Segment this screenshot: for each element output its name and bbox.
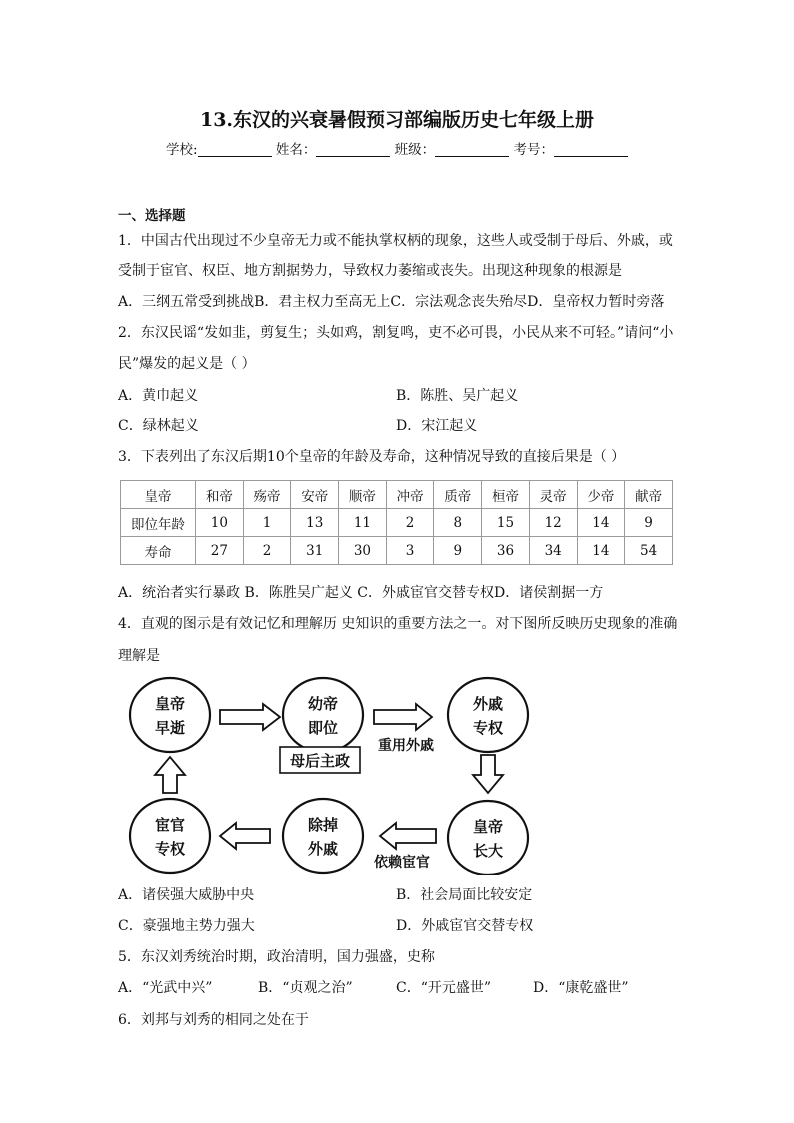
table-cell: 冲帝 — [386, 481, 434, 509]
table-cell: 34 — [529, 537, 577, 565]
node-remove-consort-kin — [283, 799, 363, 873]
emperor-table — [120, 480, 673, 565]
name-blank[interactable] — [316, 143, 390, 157]
school-label: 学校: — [166, 142, 198, 158]
arrow-right-1 — [220, 704, 280, 730]
node-eunuch-power — [130, 799, 210, 873]
school-blank[interactable] — [198, 143, 272, 157]
node-text: 即位 — [307, 719, 339, 737]
node-emperor-grown — [448, 801, 528, 875]
q4-option-a: A．诸侯强大威胁中央 — [118, 887, 255, 903]
q3-stem: 3．下表列出了东汉后期10个皇帝的年龄及寿命，这种情况导致的直接后果是（ ） — [118, 449, 626, 465]
q1-stem-line-1: 1．中国古代出现过不少皇帝无力或不能执掌权柄的现象，这些人或受制于母后、外戚，或 — [118, 233, 673, 249]
table-cell: 14 — [577, 537, 625, 565]
class-blank[interactable] — [435, 143, 509, 157]
section-heading: 一、选择题 — [118, 208, 186, 224]
table-cell: 31 — [291, 537, 339, 565]
node-text: 宦官 — [154, 816, 186, 834]
arrow-label: 依赖宦官 — [374, 855, 430, 871]
q4-stem-line-2: 理解是 — [118, 648, 160, 664]
table-cell: 15 — [482, 509, 530, 537]
arrow-left-2 — [220, 823, 270, 849]
table-cell: 30 — [339, 537, 387, 565]
q5-stem: 5．东汉刘秀统治时期，政治清明，国力强盛，史称 — [118, 949, 435, 965]
table-cell: 36 — [482, 537, 530, 565]
table-cell: 桓帝 — [482, 481, 530, 509]
node-text: 幼帝 — [307, 695, 339, 713]
q3-options: A．统治者实行暴政 B．陈胜吴广起义 C．外戚宦官交替专权D．诸侯割据一方 — [118, 585, 604, 601]
table-cell: 11 — [339, 509, 387, 537]
q2-stem-line-1: 2．东汉民谣“发如韭，剪复生；头如鸡，割复鸣，吏不必可畏，小民从来不可轻。”请问“小 — [118, 325, 674, 341]
table-cell: 和帝 — [196, 481, 244, 509]
arrow-left-1 — [380, 823, 436, 849]
table-cell: 顺帝 — [339, 481, 387, 509]
node-text: 长大 — [472, 842, 504, 860]
q4-option-d: D．外戚宦官交替专权 — [396, 918, 534, 934]
table-cell: 2 — [243, 537, 291, 565]
table-row — [121, 537, 673, 565]
power-cycle-diagram — [118, 675, 558, 875]
table-cell: 灵帝 — [529, 481, 577, 509]
node-text: 专权 — [472, 719, 504, 737]
table-cell: 1 — [243, 509, 291, 537]
table-cell: 质帝 — [434, 481, 482, 509]
table-cell: 皇帝 — [121, 481, 196, 509]
table-cell: 献帝 — [625, 481, 673, 509]
table-cell: 54 — [625, 537, 673, 565]
q6-stem: 6．刘邦与刘秀的相同之处在于 — [118, 1012, 309, 1028]
node-text: 外戚 — [307, 840, 339, 858]
arrow-up — [155, 757, 185, 793]
q4-stem-line-1: 4．直观的图示是有效记忆和理解历 史知识的重要方法之一。对下图所反映历史现象的准确 — [118, 616, 678, 632]
node-text: 专权 — [154, 840, 186, 858]
table-cell: 10 — [196, 509, 244, 537]
table-cell: 14 — [577, 509, 625, 537]
table-cell: 27 — [196, 537, 244, 565]
page-title: 13.东汉的兴衰暑假预习部编版历史七年级上册 — [199, 109, 595, 131]
table-row — [121, 481, 673, 509]
table-cell: 2 — [386, 509, 434, 537]
q5-option-d: D．“康乾盛世” — [533, 980, 629, 996]
node-emperor-early-death — [130, 678, 210, 752]
table-cell: 殇帝 — [243, 481, 291, 509]
arrow-down — [473, 755, 503, 793]
table-cell: 13 — [291, 509, 339, 537]
name-label: 姓名： — [275, 142, 317, 158]
arrow-right-2 — [374, 704, 432, 730]
table-cell: 12 — [529, 509, 577, 537]
q2-option-d: D．宋江起义 — [396, 418, 478, 434]
arrow-label: 重用外戚 — [378, 738, 434, 754]
node-text: 早逝 — [154, 719, 186, 737]
table-cell: 寿命 — [121, 537, 196, 565]
node-consort-kin-power — [448, 678, 528, 752]
q1-stem-line-2: 受制于宦官、权臣、地方割据势力，导致权力萎缩或丧失。出现这种现象的根源是 — [118, 263, 622, 279]
table-row — [121, 509, 673, 537]
table-cell: 9 — [625, 509, 673, 537]
table-cell: 8 — [434, 509, 482, 537]
table-cell: 即位年龄 — [121, 509, 196, 537]
class-label: 班级： — [394, 142, 436, 158]
student-info-line — [0, 138, 794, 158]
q1-options: A．三纲五常受到挑战B．君主权力至高无上C．宗法观念丧失殆尽D．皇帝权力暂时旁落 — [118, 294, 665, 310]
q2-stem-line-2: 民”爆发的起义是（ ） — [118, 356, 256, 372]
q5-option-b: B．“贞观之治” — [258, 980, 353, 996]
q2-option-a: A．黄巾起义 — [118, 388, 199, 404]
node-text: 外戚 — [472, 695, 504, 713]
node-text: 除掉 — [307, 816, 339, 834]
node-text: 皇帝 — [472, 818, 504, 836]
q5-option-c: C．“开元盛世” — [396, 980, 492, 996]
exam-no-blank[interactable] — [554, 143, 628, 157]
q2-option-c: C．绿林起义 — [118, 418, 199, 434]
node-text: 皇帝 — [154, 695, 186, 713]
table-cell: 9 — [434, 537, 482, 565]
q4-option-b: B．社会局面比较安定 — [396, 887, 533, 903]
table-cell: 3 — [386, 537, 434, 565]
table-cell: 安帝 — [291, 481, 339, 509]
q4-option-c: C．豪强地主势力强大 — [118, 918, 255, 934]
node-child-emperor — [283, 678, 363, 752]
q2-option-b: B．陈胜、吴广起义 — [396, 388, 519, 404]
table-cell: 少帝 — [577, 481, 625, 509]
exam-no-label: 考号： — [513, 142, 554, 158]
q5-option-a: A．“光武中兴” — [118, 980, 213, 996]
box-text: 母后主政 — [289, 752, 351, 770]
